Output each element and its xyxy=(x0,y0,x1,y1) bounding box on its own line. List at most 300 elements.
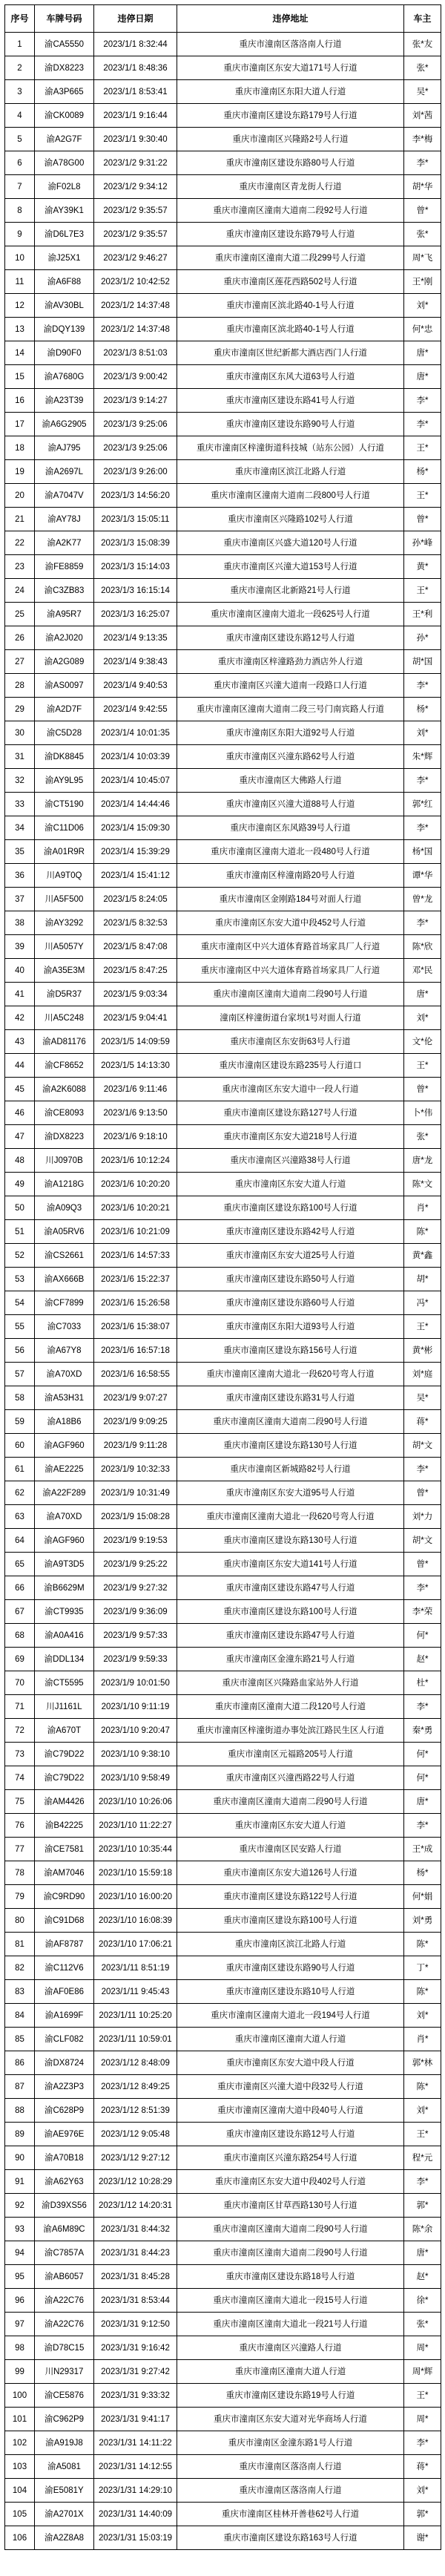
table-row xyxy=(5,555,441,579)
table-row xyxy=(5,1481,441,1505)
cell-address: 重庆市潼南区兴潼大道88号人行道 xyxy=(177,793,404,816)
cell-plate: 渝A22C76 xyxy=(35,2313,94,2336)
table-row xyxy=(5,2170,441,2194)
cell-plate: 渝A01R9R xyxy=(35,840,94,864)
cell-address: 重庆市潼南区潼南大道南二段800号人行道 xyxy=(177,484,404,508)
cell-date: 2023/1/5 9:04:41 xyxy=(94,1006,177,1030)
header-date: 违停日期 xyxy=(94,5,177,33)
cell-plate: 渝E5081Y xyxy=(35,2479,94,2503)
cell-date: 2023/1/9 9:25:22 xyxy=(94,1553,177,1576)
cell-plate: 渝AF0E86 xyxy=(35,1980,94,2004)
cell-date: 2023/1/3 15:08:39 xyxy=(94,531,177,555)
cell-plate: 渝DX8724 xyxy=(35,2051,94,2075)
cell-owner: 何* xyxy=(404,1624,441,1648)
cell-date: 2023/1/4 10:01:35 xyxy=(94,721,177,745)
cell-address: 重庆市潼南区滨北路40-1号人行道 xyxy=(177,318,404,341)
cell-serial: 5 xyxy=(5,128,35,151)
table-row xyxy=(5,1173,441,1196)
cell-address: 重庆市潼南区潼南大道北一段194号人行道 xyxy=(177,2004,404,2028)
table-row xyxy=(5,983,441,1006)
cell-owner: 孙*峰 xyxy=(404,531,441,555)
table-row xyxy=(5,769,441,793)
cell-address: 重庆市潼南区建设东路79号人行道 xyxy=(177,223,404,246)
cell-serial: 74 xyxy=(5,1766,35,1790)
cell-address: 重庆市潼南区建设东路127号人行道 xyxy=(177,1101,404,1125)
cell-plate: 渝DK8845 xyxy=(35,745,94,769)
cell-date: 2023/1/31 9:27:42 xyxy=(94,2360,177,2384)
cell-serial: 25 xyxy=(5,603,35,626)
cell-address: 重庆市潼南区兴潼西路22号人行道 xyxy=(177,1766,404,1790)
cell-date: 2023/1/6 10:20:21 xyxy=(94,1196,177,1220)
cell-date: 2023/1/10 9:11:19 xyxy=(94,1695,177,1719)
cell-serial: 95 xyxy=(5,2265,35,2289)
cell-owner: 孙* xyxy=(404,626,441,650)
cell-address: 重庆市潼南区东安大道95号人行道 xyxy=(177,1481,404,1505)
cell-date: 2023/1/4 9:38:43 xyxy=(94,650,177,674)
cell-date: 2023/1/12 9:27:12 xyxy=(94,2146,177,2170)
cell-serial: 99 xyxy=(5,2360,35,2384)
cell-address: 重庆市潼南区潼南大道南二段90号人行道 xyxy=(177,983,404,1006)
cell-address: 重庆市潼南区潼南大道南二段92号人行道 xyxy=(177,199,404,223)
cell-date: 2023/1/31 8:44:32 xyxy=(94,2218,177,2241)
cell-address: 重庆市潼南区兴潼大道中段32号人行道 xyxy=(177,2075,404,2099)
cell-plate: 渝AY9L95 xyxy=(35,769,94,793)
cell-plate: 川A5057Y xyxy=(35,935,94,959)
cell-date: 2023/1/2 14:37:48 xyxy=(94,318,177,341)
cell-address: 重庆市潼南区金潼东路21号人行道 xyxy=(177,1648,404,1671)
cell-plate: 渝A70XD xyxy=(35,1505,94,1529)
cell-plate: 渝AF8787 xyxy=(35,1933,94,1956)
cell-date: 2023/1/31 8:45:28 xyxy=(94,2265,177,2289)
cell-owner: 唐* xyxy=(404,983,441,1006)
table-row xyxy=(5,199,441,223)
cell-date: 2023/1/1 8:53:41 xyxy=(94,80,177,104)
cell-date: 2023/1/3 16:25:07 xyxy=(94,603,177,626)
table-row xyxy=(5,270,441,294)
cell-plate: 渝A67Y8 xyxy=(35,1339,94,1363)
table-header xyxy=(5,5,441,33)
header-row xyxy=(5,5,441,33)
cell-owner: 曾*龙 xyxy=(404,888,441,911)
cell-plate: 渝A18B6 xyxy=(35,1410,94,1434)
table-body xyxy=(5,33,441,2550)
cell-date: 2023/1/6 9:11:46 xyxy=(94,1078,177,1101)
cell-serial: 27 xyxy=(5,650,35,674)
cell-owner: 刘*力 xyxy=(404,1505,441,1529)
table-row xyxy=(5,1838,441,1861)
table-row xyxy=(5,1196,441,1220)
table-row xyxy=(5,389,441,413)
cell-address: 重庆市潼南区建设东路156号人行道 xyxy=(177,1339,404,1363)
cell-date: 2023/1/31 15:03:19 xyxy=(94,2526,177,2550)
header-address: 违停地址 xyxy=(177,5,404,33)
cell-plate: 渝C79D22 xyxy=(35,1743,94,1766)
cell-date: 2023/1/10 10:26:06 xyxy=(94,1790,177,1814)
cell-date: 2023/1/5 14:13:30 xyxy=(94,1054,177,1078)
cell-owner: 刘*勇 xyxy=(404,1909,441,1933)
cell-serial: 63 xyxy=(5,1505,35,1529)
cell-serial: 60 xyxy=(5,1434,35,1458)
cell-plate: 渝A7047V xyxy=(35,484,94,508)
cell-owner: 李* xyxy=(404,911,441,935)
table-row xyxy=(5,2051,441,2075)
cell-address: 重庆市潼南区潼南大道北一段620号弯人行道 xyxy=(177,1505,404,1529)
cell-serial: 3 xyxy=(5,80,35,104)
cell-address: 重庆市潼南区东风大道63号人行道 xyxy=(177,365,404,389)
table-row xyxy=(5,626,441,650)
cell-serial: 40 xyxy=(5,959,35,983)
cell-serial: 97 xyxy=(5,2313,35,2336)
table-row xyxy=(5,2194,441,2218)
cell-serial: 36 xyxy=(5,864,35,888)
cell-plate: 渝A09Q3 xyxy=(35,1196,94,1220)
cell-owner: 朱*辉 xyxy=(404,745,441,769)
cell-owner: 李* xyxy=(404,389,441,413)
table-row xyxy=(5,460,441,484)
cell-serial: 104 xyxy=(5,2479,35,2503)
cell-address: 重庆市潼南区潼南大道中段40号人行道 xyxy=(177,2099,404,2123)
table-row xyxy=(5,1315,441,1339)
cell-owner: 张* xyxy=(404,2313,441,2336)
cell-owner: 刘* xyxy=(404,2479,441,2503)
cell-owner: 胡*国 xyxy=(404,650,441,674)
cell-serial: 20 xyxy=(5,484,35,508)
cell-owner: 杨* xyxy=(404,1861,441,1885)
cell-plate: 渝CE7581 xyxy=(35,1838,94,1861)
cell-address: 重庆市潼南区潼南大道北一段620号弯人行道 xyxy=(177,1363,404,1386)
cell-plate: 渝A35E3M xyxy=(35,959,94,983)
cell-owner: 李*荣 xyxy=(404,1600,441,1624)
cell-owner: 胡* xyxy=(404,1268,441,1291)
cell-date: 2023/1/31 14:40:09 xyxy=(94,2503,177,2526)
cell-serial: 105 xyxy=(5,2503,35,2526)
cell-date: 2023/1/5 8:47:25 xyxy=(94,959,177,983)
cell-address: 重庆市潼南区东安大道对光华商场人行道 xyxy=(177,2408,404,2431)
cell-owner: 李* xyxy=(404,1576,441,1600)
cell-plate: 渝C962P9 xyxy=(35,2408,94,2431)
table-row xyxy=(5,1220,441,1244)
cell-address: 重庆市潼南区兴隆路102号人行道 xyxy=(177,508,404,531)
cell-owner: 陈* xyxy=(404,1933,441,1956)
table-row xyxy=(5,2431,441,2455)
cell-owner: 刘* xyxy=(404,2099,441,2123)
cell-owner: 徐* xyxy=(404,2289,441,2313)
cell-plate: 渝A7680G xyxy=(35,365,94,389)
table-row xyxy=(5,1410,441,1434)
table-row xyxy=(5,1505,441,1529)
table-row xyxy=(5,2028,441,2051)
table-row xyxy=(5,816,441,840)
cell-owner: 杨* xyxy=(404,460,441,484)
cell-plate: 渝D90F0 xyxy=(35,341,94,365)
table-row xyxy=(5,1101,441,1125)
cell-owner: 卜*伟 xyxy=(404,1101,441,1125)
table-row xyxy=(5,365,441,389)
cell-plate: 渝A6F88 xyxy=(35,270,94,294)
table-row xyxy=(5,650,441,674)
cell-serial: 86 xyxy=(5,2051,35,2075)
cell-date: 2023/1/1 8:32:44 xyxy=(94,33,177,56)
cell-plate: 渝CT9935 xyxy=(35,1600,94,1624)
cell-date: 2023/1/3 16:15:14 xyxy=(94,579,177,603)
cell-plate: 渝AY39K1 xyxy=(35,199,94,223)
cell-date: 2023/1/9 10:32:33 xyxy=(94,1458,177,1481)
cell-address: 重庆市潼南区潼南大道南二段90号人行道 xyxy=(177,1790,404,1814)
cell-address: 重庆市潼南区中兴大道体育路首场家具厂人行道 xyxy=(177,959,404,983)
cell-serial: 71 xyxy=(5,1695,35,1719)
cell-serial: 80 xyxy=(5,1909,35,1933)
cell-serial: 96 xyxy=(5,2289,35,2313)
cell-serial: 69 xyxy=(5,1648,35,1671)
cell-plate: 渝A2G7F xyxy=(35,128,94,151)
cell-serial: 53 xyxy=(5,1268,35,1291)
cell-date: 2023/1/3 8:51:03 xyxy=(94,341,177,365)
table-row xyxy=(5,246,441,270)
cell-owner: 陈* xyxy=(404,2075,441,2099)
cell-serial: 35 xyxy=(5,840,35,864)
cell-plate: 渝CF7899 xyxy=(35,1291,94,1315)
cell-serial: 83 xyxy=(5,1980,35,2004)
cell-owner: 吴* xyxy=(404,1386,441,1410)
cell-address: 重庆市潼南区潼南大道北一段15号人行道 xyxy=(177,2289,404,2313)
cell-owner: 李* xyxy=(404,2431,441,2455)
cell-address: 重庆市潼南区东安大道中段402号人行道 xyxy=(177,2170,404,2194)
cell-serial: 98 xyxy=(5,2336,35,2360)
cell-date: 2023/1/31 14:12:55 xyxy=(94,2455,177,2479)
table-row xyxy=(5,1291,441,1315)
cell-owner: 丁* xyxy=(404,1956,441,1980)
cell-owner: 胡*文 xyxy=(404,1434,441,1458)
table-row xyxy=(5,1695,441,1719)
cell-plate: 渝AJ795 xyxy=(35,436,94,460)
cell-serial: 7 xyxy=(5,175,35,199)
cell-plate: 渝A6M89C xyxy=(35,2218,94,2241)
table-row xyxy=(5,1624,441,1648)
cell-owner: 黄*鑫 xyxy=(404,1244,441,1268)
cell-plate: 渝A3P665 xyxy=(35,80,94,104)
table-row xyxy=(5,413,441,436)
cell-plate: 渝A53H31 xyxy=(35,1386,94,1410)
cell-serial: 59 xyxy=(5,1410,35,1434)
cell-address: 重庆市潼南区建设东路90号人行道 xyxy=(177,1956,404,1980)
cell-owner: 刘* xyxy=(404,1006,441,1030)
cell-address: 重庆市潼南区建设东路42号人行道 xyxy=(177,1220,404,1244)
cell-date: 2023/1/1 8:48:36 xyxy=(94,56,177,80)
cell-plate: 渝C11D06 xyxy=(35,816,94,840)
cell-address: 重庆市潼南区兴盛大道120号人行道 xyxy=(177,531,404,555)
table-row xyxy=(5,1386,441,1410)
cell-plate: 渝A0A416 xyxy=(35,1624,94,1648)
cell-date: 2023/1/12 10:28:29 xyxy=(94,2170,177,2194)
cell-owner: 李* xyxy=(404,1458,441,1481)
cell-plate: 渝A919J8 xyxy=(35,2431,94,2455)
cell-owner: 郭* xyxy=(404,2194,441,2218)
cell-owner: 曾* xyxy=(404,1481,441,1505)
cell-date: 2023/1/12 8:49:25 xyxy=(94,2075,177,2099)
cell-serial: 34 xyxy=(5,816,35,840)
cell-address: 重庆市潼南区东安大道中一段人行道 xyxy=(177,1078,404,1101)
cell-plate: 渝AB6057 xyxy=(35,2265,94,2289)
cell-address: 重庆市潼南区潼南大道二段120号人行道 xyxy=(177,1695,404,1719)
cell-serial: 42 xyxy=(5,1006,35,1030)
cell-address: 重庆市潼南区潼南大道南二段90号人行道 xyxy=(177,1410,404,1434)
cell-date: 2023/1/31 9:41:17 xyxy=(94,2408,177,2431)
table-row xyxy=(5,1078,441,1101)
cell-plate: 渝C3ZB83 xyxy=(35,579,94,603)
cell-owner: 谢* xyxy=(404,2526,441,2550)
cell-plate: 渝CK0089 xyxy=(35,104,94,128)
table-row xyxy=(5,1980,441,2004)
cell-serial: 37 xyxy=(5,888,35,911)
cell-serial: 1 xyxy=(5,33,35,56)
cell-owner: 何* xyxy=(404,1743,441,1766)
cell-owner: 吴* xyxy=(404,80,441,104)
cell-date: 2023/1/4 14:44:46 xyxy=(94,793,177,816)
table-row xyxy=(5,1576,441,1600)
cell-owner: 王* xyxy=(404,579,441,603)
cell-plate: 渝A9T3D5 xyxy=(35,1553,94,1576)
cell-address: 重庆市潼南区东阳大道人行道 xyxy=(177,80,404,104)
header-owner: 车主 xyxy=(404,5,441,33)
cell-serial: 19 xyxy=(5,460,35,484)
cell-serial: 38 xyxy=(5,911,35,935)
cell-address: 重庆市潼南区滨北路40-1号人行道 xyxy=(177,294,404,318)
cell-serial: 47 xyxy=(5,1125,35,1149)
cell-owner: 唐* xyxy=(404,2241,441,2265)
cell-address: 重庆市潼南区兴潼东路62号人行道 xyxy=(177,745,404,769)
cell-serial: 64 xyxy=(5,1529,35,1553)
table-row xyxy=(5,294,441,318)
cell-serial: 13 xyxy=(5,318,35,341)
cell-date: 2023/1/11 10:25:20 xyxy=(94,2004,177,2028)
cell-plate: 渝A62Y63 xyxy=(35,2170,94,2194)
cell-plate: 渝A670T xyxy=(35,1719,94,1743)
table-row xyxy=(5,1244,441,1268)
cell-owner: 冯* xyxy=(404,1291,441,1315)
cell-owner: 王*利 xyxy=(404,603,441,626)
cell-owner: 王* xyxy=(404,2123,441,2146)
cell-plate: 渝C628P9 xyxy=(35,2099,94,2123)
cell-date: 2023/1/9 9:59:33 xyxy=(94,1648,177,1671)
cell-plate: 渝AM7046 xyxy=(35,1861,94,1885)
table-row xyxy=(5,2075,441,2099)
cell-plate: 渝AY3292 xyxy=(35,911,94,935)
cell-plate: 渝DDL134 xyxy=(35,1648,94,1671)
cell-plate: 渝AS0097 xyxy=(35,674,94,698)
cell-serial: 39 xyxy=(5,935,35,959)
cell-plate: 渝CE5876 xyxy=(35,2384,94,2408)
cell-date: 2023/1/3 14:56:20 xyxy=(94,484,177,508)
cell-serial: 2 xyxy=(5,56,35,80)
table-row xyxy=(5,2289,441,2313)
cell-owner: 刘*茜 xyxy=(404,104,441,128)
cell-owner: 肖* xyxy=(404,2028,441,2051)
cell-address: 重庆市潼南区落洛南人行道 xyxy=(177,2479,404,2503)
cell-serial: 92 xyxy=(5,2194,35,2218)
cell-date: 2023/1/31 9:12:50 xyxy=(94,2313,177,2336)
table-row xyxy=(5,1909,441,1933)
cell-date: 2023/1/12 9:05:48 xyxy=(94,2123,177,2146)
table-row xyxy=(5,1268,441,1291)
table-row xyxy=(5,1553,441,1576)
table-row xyxy=(5,2004,441,2028)
cell-owner: 蒋* xyxy=(404,2455,441,2479)
table-row xyxy=(5,151,441,175)
cell-address: 重庆市潼南区建设东路12号人行道 xyxy=(177,626,404,650)
cell-owner: 唐* xyxy=(404,365,441,389)
cell-owner: 肖* xyxy=(404,1196,441,1220)
cell-address: 重庆市潼南区北新路21号人行道 xyxy=(177,579,404,603)
cell-owner: 李* xyxy=(404,151,441,175)
cell-serial: 4 xyxy=(5,104,35,128)
cell-owner: 李* xyxy=(404,816,441,840)
cell-date: 2023/1/10 11:22:27 xyxy=(94,1814,177,1838)
cell-serial: 81 xyxy=(5,1933,35,1956)
cell-owner: 何* xyxy=(404,1766,441,1790)
cell-plate: 渝DX8223 xyxy=(35,56,94,80)
cell-owner: 胡*文 xyxy=(404,1529,441,1553)
cell-plate: 渝B42225 xyxy=(35,1814,94,1838)
table-row xyxy=(5,2336,441,2360)
cell-plate: 川A5F500 xyxy=(35,888,94,911)
cell-plate: 渝DX8223 xyxy=(35,1125,94,1149)
cell-address: 重庆市潼南区建设东路100号人行道 xyxy=(177,1196,404,1220)
cell-owner: 王* xyxy=(404,484,441,508)
cell-owner: 赵* xyxy=(404,1648,441,1671)
cell-date: 2023/1/6 15:22:37 xyxy=(94,1268,177,1291)
cell-plate: 川A5C248 xyxy=(35,1006,94,1030)
cell-date: 2023/1/12 8:48:09 xyxy=(94,2051,177,2075)
cell-owner: 黄*彬 xyxy=(404,1339,441,1363)
cell-owner: 邓*民 xyxy=(404,959,441,983)
cell-address: 重庆市潼南区梓潼街道办事处滨江路民生区人行道 xyxy=(177,1719,404,1743)
cell-plate: 渝A2J020 xyxy=(35,626,94,650)
cell-plate: 渝FE8859 xyxy=(35,555,94,579)
cell-date: 2023/1/9 9:27:32 xyxy=(94,1576,177,1600)
table-row xyxy=(5,959,441,983)
cell-date: 2023/1/10 16:00:20 xyxy=(94,1885,177,1909)
table-row xyxy=(5,128,441,151)
cell-address: 重庆市潼南区建设东路179号人行道 xyxy=(177,104,404,128)
cell-owner: 张* xyxy=(404,56,441,80)
table-row xyxy=(5,2479,441,2503)
table-row xyxy=(5,2360,441,2384)
cell-serial: 67 xyxy=(5,1600,35,1624)
cell-owner: 李* xyxy=(404,769,441,793)
cell-date: 2023/1/4 9:13:35 xyxy=(94,626,177,650)
cell-plate: 渝D6L7E3 xyxy=(35,223,94,246)
cell-plate: 渝A70B18 xyxy=(35,2146,94,2170)
cell-serial: 77 xyxy=(5,1838,35,1861)
cell-owner: 曾* xyxy=(404,1553,441,1576)
table-row xyxy=(5,2503,441,2526)
cell-owner: 陈* xyxy=(404,1220,441,1244)
cell-plate: 渝B6629M xyxy=(35,1576,94,1600)
cell-address: 重庆市潼南区东安大道中段452号人行道 xyxy=(177,911,404,935)
cell-date: 2023/1/9 9:09:25 xyxy=(94,1410,177,1434)
cell-address: 重庆市潼南区东风路39号人行道 xyxy=(177,816,404,840)
cell-address: 重庆市潼南区建设东路100号人行道 xyxy=(177,1909,404,1933)
cell-serial: 51 xyxy=(5,1220,35,1244)
cell-address: 重庆市潼南区金潼东路1号人行道 xyxy=(177,2431,404,2455)
cell-serial: 70 xyxy=(5,1671,35,1695)
table-row xyxy=(5,1766,441,1790)
cell-owner: 陈*文 xyxy=(404,1173,441,1196)
table-row xyxy=(5,2265,441,2289)
cell-serial: 84 xyxy=(5,2004,35,2028)
cell-owner: 刘* xyxy=(404,2004,441,2028)
cell-date: 2023/1/2 9:31:22 xyxy=(94,151,177,175)
